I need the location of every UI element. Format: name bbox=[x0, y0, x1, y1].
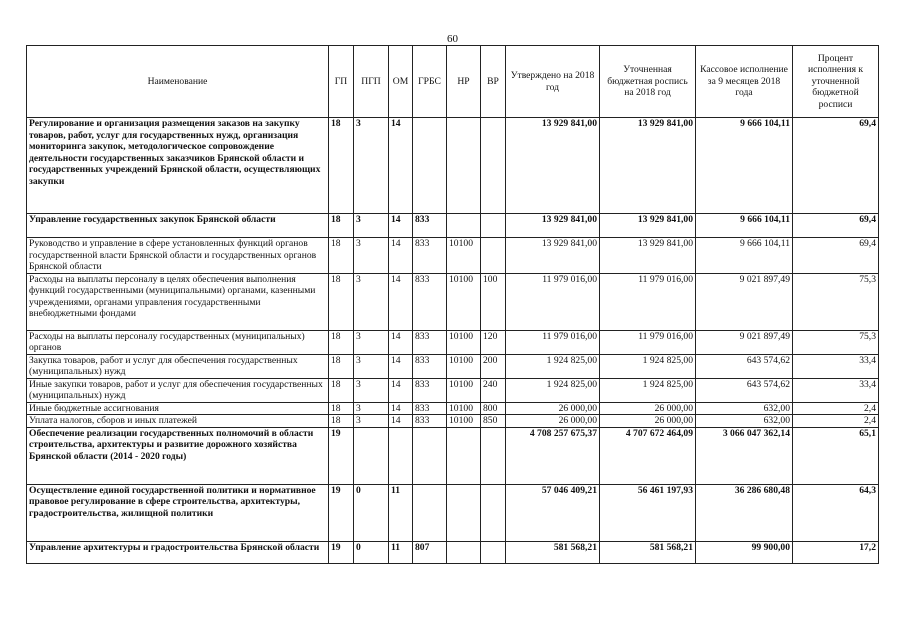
cell-percent: 69,4 bbox=[793, 118, 879, 214]
cell-cash: 9 021 897,49 bbox=[696, 273, 793, 330]
cell-name: Закупка товаров, работ и услуг для обеспечения государственных (муниципальных) нужд bbox=[27, 354, 329, 378]
cell-grbs: 833 bbox=[413, 330, 447, 354]
cell-nr: 10100 bbox=[447, 238, 481, 274]
cell-approved: 26 000,00 bbox=[506, 415, 600, 428]
cell-vr: 120 bbox=[481, 330, 506, 354]
cell-gp: 18 bbox=[329, 354, 354, 378]
cell-refined: 4 707 672 464,09 bbox=[600, 427, 696, 484]
cell-name: Уплата налогов, сборов и иных платежей bbox=[27, 415, 329, 428]
cell-om: 14 bbox=[389, 214, 413, 238]
header-grbs: ГРБС bbox=[413, 46, 447, 118]
cell-nr: 10100 bbox=[447, 402, 481, 415]
cell-vr bbox=[481, 238, 506, 274]
cell-cash: 3 066 047 362,14 bbox=[696, 427, 793, 484]
cell-gp: 18 bbox=[329, 214, 354, 238]
cell-grbs bbox=[413, 427, 447, 484]
cell-refined: 1 924 825,00 bbox=[600, 378, 696, 402]
cell-cash: 9 666 104,11 bbox=[696, 118, 793, 214]
cell-cash: 632,00 bbox=[696, 402, 793, 415]
cell-vr bbox=[481, 214, 506, 238]
cell-name: Расходы на выплаты персоналу в целях обеспечения выполнения функций государственными (муниципальными) органами, казенными учреждениями, органами управления государственными внебюджетными фондами bbox=[27, 273, 329, 330]
cell-pgp: 3 bbox=[354, 330, 389, 354]
cell-cash: 9 021 897,49 bbox=[696, 330, 793, 354]
cell-name: Управление государственных закупок Брянской области bbox=[27, 214, 329, 238]
cell-cash: 632,00 bbox=[696, 415, 793, 428]
cell-refined: 26 000,00 bbox=[600, 402, 696, 415]
cell-grbs bbox=[413, 484, 447, 541]
cell-om: 14 bbox=[389, 330, 413, 354]
cell-om: 11 bbox=[389, 541, 413, 563]
cell-nr: 10100 bbox=[447, 415, 481, 428]
cell-grbs: 833 bbox=[413, 238, 447, 274]
cell-vr bbox=[481, 118, 506, 214]
cell-nr bbox=[447, 427, 481, 484]
cell-approved: 13 929 841,00 bbox=[506, 214, 600, 238]
cell-pgp: 3 bbox=[354, 354, 389, 378]
table-row bbox=[27, 273, 879, 330]
cell-percent: 64,3 bbox=[793, 484, 879, 541]
header-approved: Утверждено на 2018 год bbox=[506, 46, 600, 118]
cell-nr: 10100 bbox=[447, 354, 481, 378]
cell-approved: 11 979 016,00 bbox=[506, 330, 600, 354]
cell-percent: 33,4 bbox=[793, 378, 879, 402]
cell-grbs: 833 bbox=[413, 402, 447, 415]
cell-grbs: 833 bbox=[413, 354, 447, 378]
table-row bbox=[27, 484, 879, 541]
table-row bbox=[27, 415, 879, 428]
budget-table bbox=[26, 45, 879, 564]
cell-percent: 75,3 bbox=[793, 330, 879, 354]
table-row bbox=[27, 402, 879, 415]
cell-om: 14 bbox=[389, 273, 413, 330]
cell-approved: 57 046 409,21 bbox=[506, 484, 600, 541]
cell-vr: 100 bbox=[481, 273, 506, 330]
cell-approved: 11 979 016,00 bbox=[506, 273, 600, 330]
cell-om: 14 bbox=[389, 378, 413, 402]
cell-grbs: 833 bbox=[413, 214, 447, 238]
cell-approved: 13 929 841,00 bbox=[506, 118, 600, 214]
cell-gp: 19 bbox=[329, 427, 354, 484]
cell-grbs: 807 bbox=[413, 541, 447, 563]
cell-om: 11 bbox=[389, 484, 413, 541]
cell-cash: 643 574,62 bbox=[696, 378, 793, 402]
header-vr: ВР bbox=[481, 46, 506, 118]
cell-pgp: 3 bbox=[354, 415, 389, 428]
cell-name: Обеспечение реализации государственных полномочий в области строительства, архитектуры и развитие дорожного хозяйства Брянской области (2014 - 2020 годы) bbox=[27, 427, 329, 484]
cell-pgp: 3 bbox=[354, 402, 389, 415]
cell-gp: 18 bbox=[329, 378, 354, 402]
header-gp: ГП bbox=[329, 46, 354, 118]
cell-vr bbox=[481, 484, 506, 541]
cell-gp: 19 bbox=[329, 484, 354, 541]
cell-cash: 9 666 104,11 bbox=[696, 238, 793, 274]
cell-name: Расходы на выплаты персоналу государственных (муниципальных) органов bbox=[27, 330, 329, 354]
cell-om: 14 bbox=[389, 402, 413, 415]
cell-name: Регулирование и организация размещения заказов на закупку товаров, работ, услуг для государственных нужд, организация мониторинга закупок, методологическое сопровождение деятельности государственных заказчиков Брянской области и государственных учреждений Брянской области, осуществляющих закупки bbox=[27, 118, 329, 214]
cell-gp: 18 bbox=[329, 238, 354, 274]
cell-grbs: 833 bbox=[413, 273, 447, 330]
cell-om: 14 bbox=[389, 415, 413, 428]
header-name: Наименование bbox=[27, 46, 329, 118]
table-row bbox=[27, 427, 879, 484]
cell-approved: 13 929 841,00 bbox=[506, 238, 600, 274]
cell-pgp bbox=[354, 427, 389, 484]
table-row bbox=[27, 118, 879, 214]
cell-pgp: 3 bbox=[354, 238, 389, 274]
header-refined: Уточненная бюджетная роспись на 2018 год bbox=[600, 46, 696, 118]
cell-approved: 1 924 825,00 bbox=[506, 378, 600, 402]
cell-percent: 69,4 bbox=[793, 214, 879, 238]
header-percent: Процент исполнения к уточненной бюджетной росписи bbox=[793, 46, 879, 118]
cell-om bbox=[389, 427, 413, 484]
cell-name: Иные закупки товаров, работ и услуг для обеспечения государственных (муниципальных) нужд bbox=[27, 378, 329, 402]
cell-refined: 581 568,21 bbox=[600, 541, 696, 563]
header-pgp: ПГП bbox=[354, 46, 389, 118]
cell-nr bbox=[447, 484, 481, 541]
cell-percent: 2,4 bbox=[793, 402, 879, 415]
cell-om: 14 bbox=[389, 118, 413, 214]
cell-nr: 10100 bbox=[447, 330, 481, 354]
cell-pgp: 3 bbox=[354, 273, 389, 330]
cell-refined: 11 979 016,00 bbox=[600, 330, 696, 354]
cell-vr: 800 bbox=[481, 402, 506, 415]
cell-approved: 4 708 257 675,37 bbox=[506, 427, 600, 484]
cell-gp: 18 bbox=[329, 118, 354, 214]
cell-vr bbox=[481, 427, 506, 484]
table-body bbox=[27, 118, 879, 564]
cell-nr bbox=[447, 214, 481, 238]
cell-nr bbox=[447, 541, 481, 563]
cell-cash: 643 574,62 bbox=[696, 354, 793, 378]
header-om: ОМ bbox=[389, 46, 413, 118]
cell-om: 14 bbox=[389, 238, 413, 274]
cell-percent: 75,3 bbox=[793, 273, 879, 330]
cell-gp: 18 bbox=[329, 273, 354, 330]
cell-percent: 33,4 bbox=[793, 354, 879, 378]
cell-approved: 1 924 825,00 bbox=[506, 354, 600, 378]
cell-vr: 850 bbox=[481, 415, 506, 428]
cell-refined: 13 929 841,00 bbox=[600, 118, 696, 214]
cell-cash: 99 900,00 bbox=[696, 541, 793, 563]
header-cash: Кассовое исполнение за 9 месяцев 2018 года bbox=[696, 46, 793, 118]
table-row bbox=[27, 354, 879, 378]
cell-name: Управление архитектуры и градостроительства Брянской области bbox=[27, 541, 329, 563]
cell-name: Иные бюджетные ассигнования bbox=[27, 402, 329, 415]
cell-vr: 200 bbox=[481, 354, 506, 378]
page-number: 60 bbox=[447, 33, 458, 45]
cell-nr: 10100 bbox=[447, 378, 481, 402]
cell-pgp: 3 bbox=[354, 118, 389, 214]
table-row bbox=[27, 214, 879, 238]
table-row bbox=[27, 330, 879, 354]
table-row bbox=[27, 541, 879, 563]
cell-nr: 10100 bbox=[447, 273, 481, 330]
cell-gp: 18 bbox=[329, 402, 354, 415]
cell-vr bbox=[481, 541, 506, 563]
cell-om: 14 bbox=[389, 354, 413, 378]
cell-grbs: 833 bbox=[413, 378, 447, 402]
header-row bbox=[27, 46, 879, 118]
cell-cash: 9 666 104,11 bbox=[696, 214, 793, 238]
cell-pgp: 3 bbox=[354, 378, 389, 402]
cell-refined: 26 000,00 bbox=[600, 415, 696, 428]
cell-refined: 1 924 825,00 bbox=[600, 354, 696, 378]
cell-gp: 18 bbox=[329, 415, 354, 428]
cell-pgp: 0 bbox=[354, 541, 389, 563]
cell-name: Руководство и управление в сфере установленных функций органов государственной власти Брянской области и государственных органов Брянской области bbox=[27, 238, 329, 274]
cell-refined: 13 929 841,00 bbox=[600, 214, 696, 238]
cell-percent: 2,4 bbox=[793, 415, 879, 428]
header-nr: НР bbox=[447, 46, 481, 118]
cell-approved: 26 000,00 bbox=[506, 402, 600, 415]
cell-pgp: 0 bbox=[354, 484, 389, 541]
cell-percent: 65,1 bbox=[793, 427, 879, 484]
cell-gp: 18 bbox=[329, 330, 354, 354]
cell-cash: 36 286 680,48 bbox=[696, 484, 793, 541]
cell-refined: 56 461 197,93 bbox=[600, 484, 696, 541]
table-row bbox=[27, 378, 879, 402]
cell-grbs: 833 bbox=[413, 415, 447, 428]
cell-vr: 240 bbox=[481, 378, 506, 402]
cell-pgp: 3 bbox=[354, 214, 389, 238]
cell-approved: 581 568,21 bbox=[506, 541, 600, 563]
cell-nr bbox=[447, 118, 481, 214]
cell-refined: 13 929 841,00 bbox=[600, 238, 696, 274]
cell-name: Осуществление единой государственной политики и нормативное правовое регулирование в сфере строительства, архитектуры, градостроительства, жилищной политики bbox=[27, 484, 329, 541]
cell-refined: 11 979 016,00 bbox=[600, 273, 696, 330]
cell-grbs bbox=[413, 118, 447, 214]
cell-gp: 19 bbox=[329, 541, 354, 563]
cell-percent: 17,2 bbox=[793, 541, 879, 563]
cell-percent: 69,4 bbox=[793, 238, 879, 274]
table-row bbox=[27, 238, 879, 274]
